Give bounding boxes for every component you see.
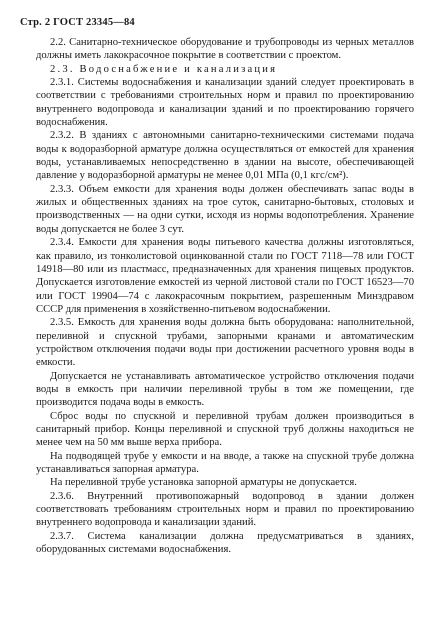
paragraph-2-3-5: 2.3.5. Емкость для хранения воды должна быть оборудована: наполнительной, переливной и спускной трубами, запорными кранами и автоматическим устройством отключения подачи воды при достижении расчетного уровня воды в емкости.: [36, 317, 414, 369]
paragraph-2-3-2: 2.3.2. В зданиях с автономными санитарно-техническими системами подача воды к водоразборной арматуре должна осуществляться от емкостей для хранения воды, устанавливаемых непосредственно в здании на высоте, обеспечивающей давление у водоразборной арматуры не менее 0,01 МПа (0,1 кгс/см²).: [36, 130, 414, 182]
paragraph-2-3-5-note-2: Сброс воды по спускной и переливной трубам должен производиться в санитарный прибор. Концы переливной и спускной труб должны находиться не менее чем на 50 мм выше верха прибора.: [36, 410, 414, 449]
paragraph-2-3-6: 2.3.6. Внутренний противопожарный водопровод в здании должен соответствовать требованиям строительных норм и правил по проектированию внутреннего водопровода и канализации зданий.: [36, 490, 414, 529]
paragraph-2-3-7: 2.3.7. Система канализации должна предусматриваться в зданиях, оборудованных системами водоснабжения.: [36, 530, 414, 556]
paragraph-2-3-3: 2.3.3. Объем емкости для хранения воды должен обеспечивать запас воды в жилых и общественных зданиях на трое суток, санитарно-бытовых, столовых и производственных — на одни сутки, исходя из нормы водопотребления. Хранение воды допускается не более 3 сут.: [36, 183, 414, 235]
paragraph-2-3-5-note-4: На переливной трубе установка запорной арматуры не допускается.: [50, 477, 357, 489]
document-body: [36, 36, 414, 556]
paragraph-2-3-5-note-3: На подводящей трубе у емкости и на вводе, а также на спускной трубе должна устанавливаться запорная арматура.: [36, 450, 414, 475]
paragraph-2-3-5-note-1: Допускается не устанавливать автоматическое устройство отключения подачи воды в емкость при наличии переливной трубы в том же помещении, где производится подача воды в емкость.: [36, 370, 414, 409]
section-heading-2-3: 2.3. Водоснабжение и канализация: [50, 63, 278, 75]
page-header: Стр. 2 ГОСТ 23345—84: [20, 17, 135, 28]
paragraph-2-3-1: 2.3.1. Системы водоснабжения и канализации зданий следует проектировать в соответствии с требованиями строительных норм и правил по проектированию внутреннего водопровода и канализации зданий и по проектированию горячего водоснабжения.: [36, 77, 414, 129]
paragraph-2-3-4: 2.3.4. Емкости для хранения воды питьевого качества должны изготовляться, как правило, из тонколистовой оцинкованной стали по ГОСТ 7118—78 или ГОСТ 14918—80 или из пластмасс, предназначенных для хранения пищевых продуктов. Допускается изготовление емкостей из черной листовой стали по ГОСТ 16523—70 или ГОСТ 19904—74 с лакокрасочным покрытием, разрешенным Минздравом СССР для применения в хозяйственно-питьевом водоснабжении.: [36, 237, 414, 315]
paragraph-2-2: 2.2. Санитарно-техническое оборудование и трубопроводы из черных металлов должны иметь лакокрасочное покрытие в соответствии с проектом.: [36, 37, 414, 62]
